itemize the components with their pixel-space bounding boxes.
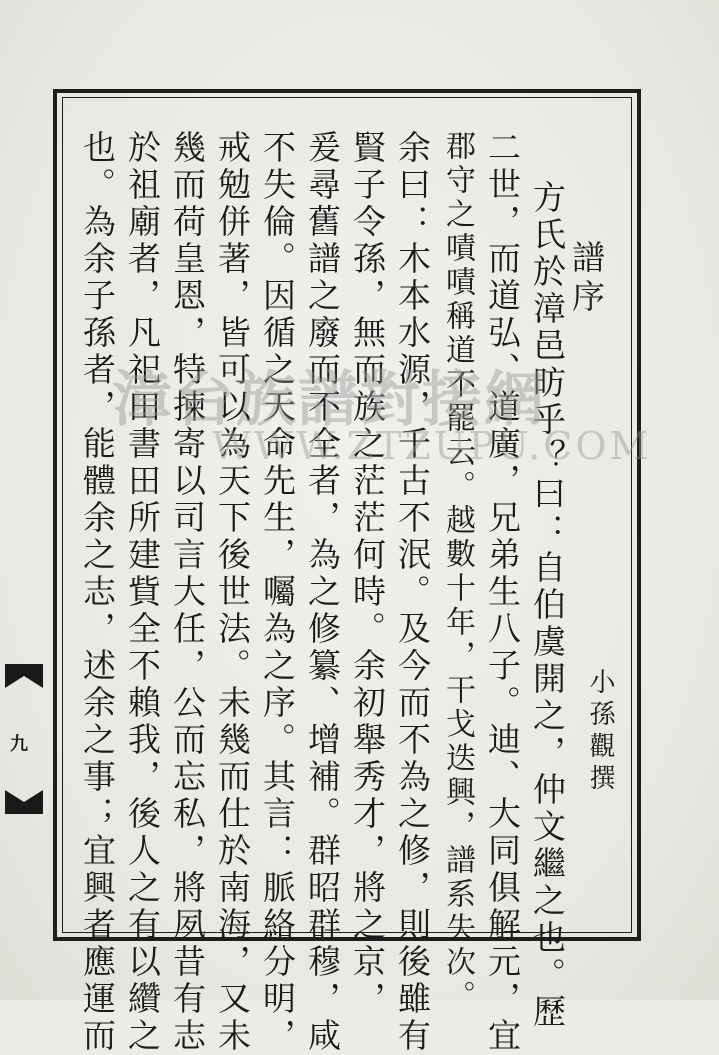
text-column-9: 幾而荷皇恩，特揀寄以司言大任，公而忘私，將夙昔有志: [168, 130, 207, 1055]
text-column-3: 郡守之嘖嘖稱道不罷云。越數十年，干戈迭興，譜系失次。: [440, 130, 475, 1014]
text-column-6: 爰尋舊譜之廢而不全者，為之修纂、增補。群昭群穆，咸: [303, 130, 342, 1055]
text-column-10: 於祖廟者，凡祀田書田所建貲全不賴我，後人之有以纘之: [123, 130, 162, 1055]
text-column-11: 也。為余子孫者，能體余之志，述余之事；宜興者應運而: [78, 130, 117, 1055]
document-author: 小孫觀撰: [585, 668, 615, 796]
text-column-5: 賢子令孫，無而族之茫茫何時。余初舉秀才，將之京，: [348, 130, 387, 1018]
watermark-url: WWW.ZTZUPU.COM: [212, 424, 652, 468]
text-column-8: 戒勉併著，皆可以為天下後世法。未幾而仕於南海，又未: [213, 130, 252, 1055]
watermark-chinese: 漳台族譜對接網: [112, 365, 546, 435]
text-column-4: 余曰：木本水源，千古不泯。及今而不為之修，則後雖有: [393, 130, 432, 1055]
document-title: 譜序: [567, 240, 606, 318]
text-column-7: 不失倫。因循之天命先生，囑為之序。其言：脈絡分明，: [258, 130, 297, 1055]
page-tab-top-icon: [5, 664, 43, 688]
page-tab-bottom-icon: [5, 790, 43, 814]
page-number: 九: [10, 734, 28, 755]
text-column-1: 方氏於漳邑昉乎？曰：自伯虞開之，仲文繼之也。歷: [528, 180, 567, 1031]
text-column-2: 二世，而道弘、道廣，兄弟生八子。迪、大同俱解元，宜: [483, 130, 522, 1055]
